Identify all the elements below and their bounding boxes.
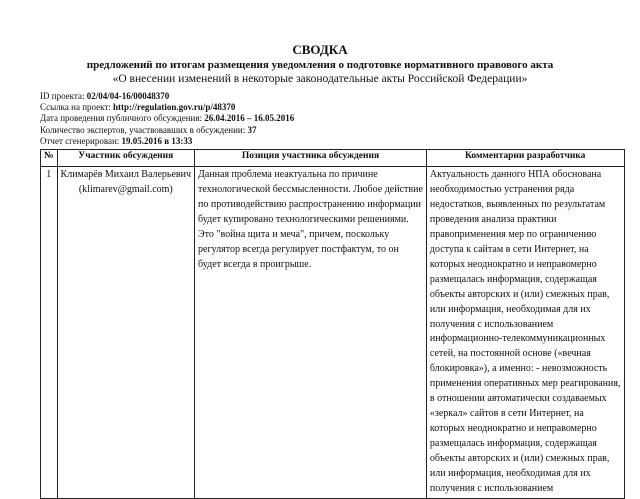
position-line: регулятор всегда регулирует постфактум, то он (198, 243, 399, 255)
meta-discussion-dates: Дата проведения публичного обсуждения: 26.04.2016 – 16.05.2016 (40, 113, 295, 124)
position-line: технологической бессмысленности. Любое действие (198, 183, 423, 195)
position-line: Это "война щита и меча", причем, поскольку (198, 228, 390, 240)
comment-line: сетей, на постоянной основе («вечная (429, 348, 591, 360)
comment-line: или информация, необходимая для их (429, 468, 591, 480)
comment-line: которых неоднократно и неправомерно (429, 423, 597, 435)
comment-line: доступа к сайтам в сети Интернет, на (429, 243, 589, 255)
comment-line: «зеркал» сайтов в сети Интернет, на (429, 408, 584, 420)
comment-line: блокировка»), а именно: - невозможность (429, 363, 608, 375)
comment-line: необходимостью устранения ряда (429, 183, 575, 195)
row-position (195, 167, 427, 499)
table-header-row (41, 150, 625, 167)
table-row (41, 167, 625, 499)
comment-line: в отношении автоматически создаваемых (429, 393, 607, 405)
project-link[interactable]: http://regulation.gov.ru/p/48370 (113, 102, 236, 113)
comment-line: объекты авторских и (или) смежных прав, (429, 453, 610, 465)
comment-line: или информация, необходимая для их (429, 303, 591, 315)
header-position: Позиция участника обсуждения (195, 150, 427, 167)
row-participant (57, 167, 195, 499)
comment-line: Актуальность данного НПА обоснована (429, 169, 602, 180)
comment-line: размещалась информация, содержащая (429, 273, 597, 285)
meta-report-generated: Отчет сгенерирован: 19.05.2016 в 13:33 (40, 135, 193, 146)
participant-line: (klimarev@gmail.com) (78, 183, 173, 195)
header-comment: Комментарии разработчика (426, 150, 624, 167)
header-participant: Участник обсуждения (57, 150, 195, 167)
meta-project-id: ID проекта: 02/04/04-16/00048370 (40, 91, 170, 101)
comment-line: применения оперативных мер реагирования, (429, 378, 621, 390)
project-meta (40, 91, 294, 147)
row-comment (426, 167, 624, 499)
position-line: Данная проблема неактуальна по причине (198, 169, 378, 180)
position-line: по противодействию распространению информации (198, 198, 422, 210)
comment-line: проведения анализа практики (429, 213, 557, 225)
comment-line: размещалась информация, содержащая (429, 438, 597, 450)
document-subtitle: предложений по итогам размещения уведомления о подготовке нормативного правового акта (86, 59, 554, 71)
participant-line: Климарёв Михаил Валерьевич (60, 169, 192, 180)
comment-line: получения с использованием (429, 318, 554, 330)
comment-line: недостатков, выявленных по результатам (429, 198, 606, 210)
row-num: 1 (41, 167, 58, 499)
document-title: СВОДКА (292, 42, 348, 57)
proposals-table (40, 149, 625, 499)
comment-line: правоприменения мер по ограничению (429, 228, 597, 240)
comment-line: которых неоднократно и неправомерно (429, 258, 597, 270)
position-line: будет купировано технологическими решениями. (198, 213, 409, 225)
comment-line: получения с использованием (429, 483, 554, 495)
act-name: «О внесении изменений в некоторые законодательные акты Российской Федерации» (112, 73, 528, 85)
comment-line: объекты авторских и (или) смежных прав, (429, 288, 610, 300)
comment-line: информационно-телекоммуникационных (429, 333, 606, 345)
position-line: будет всегда в проигрыше. (198, 258, 312, 270)
header-num: № (41, 150, 58, 167)
meta-project-link: Ссылка на проект: http://regulation.gov.ru/p/48370 (40, 102, 236, 113)
meta-experts-count: Количество экспертов, участвовавших в обсуждении: 37 (40, 124, 257, 135)
